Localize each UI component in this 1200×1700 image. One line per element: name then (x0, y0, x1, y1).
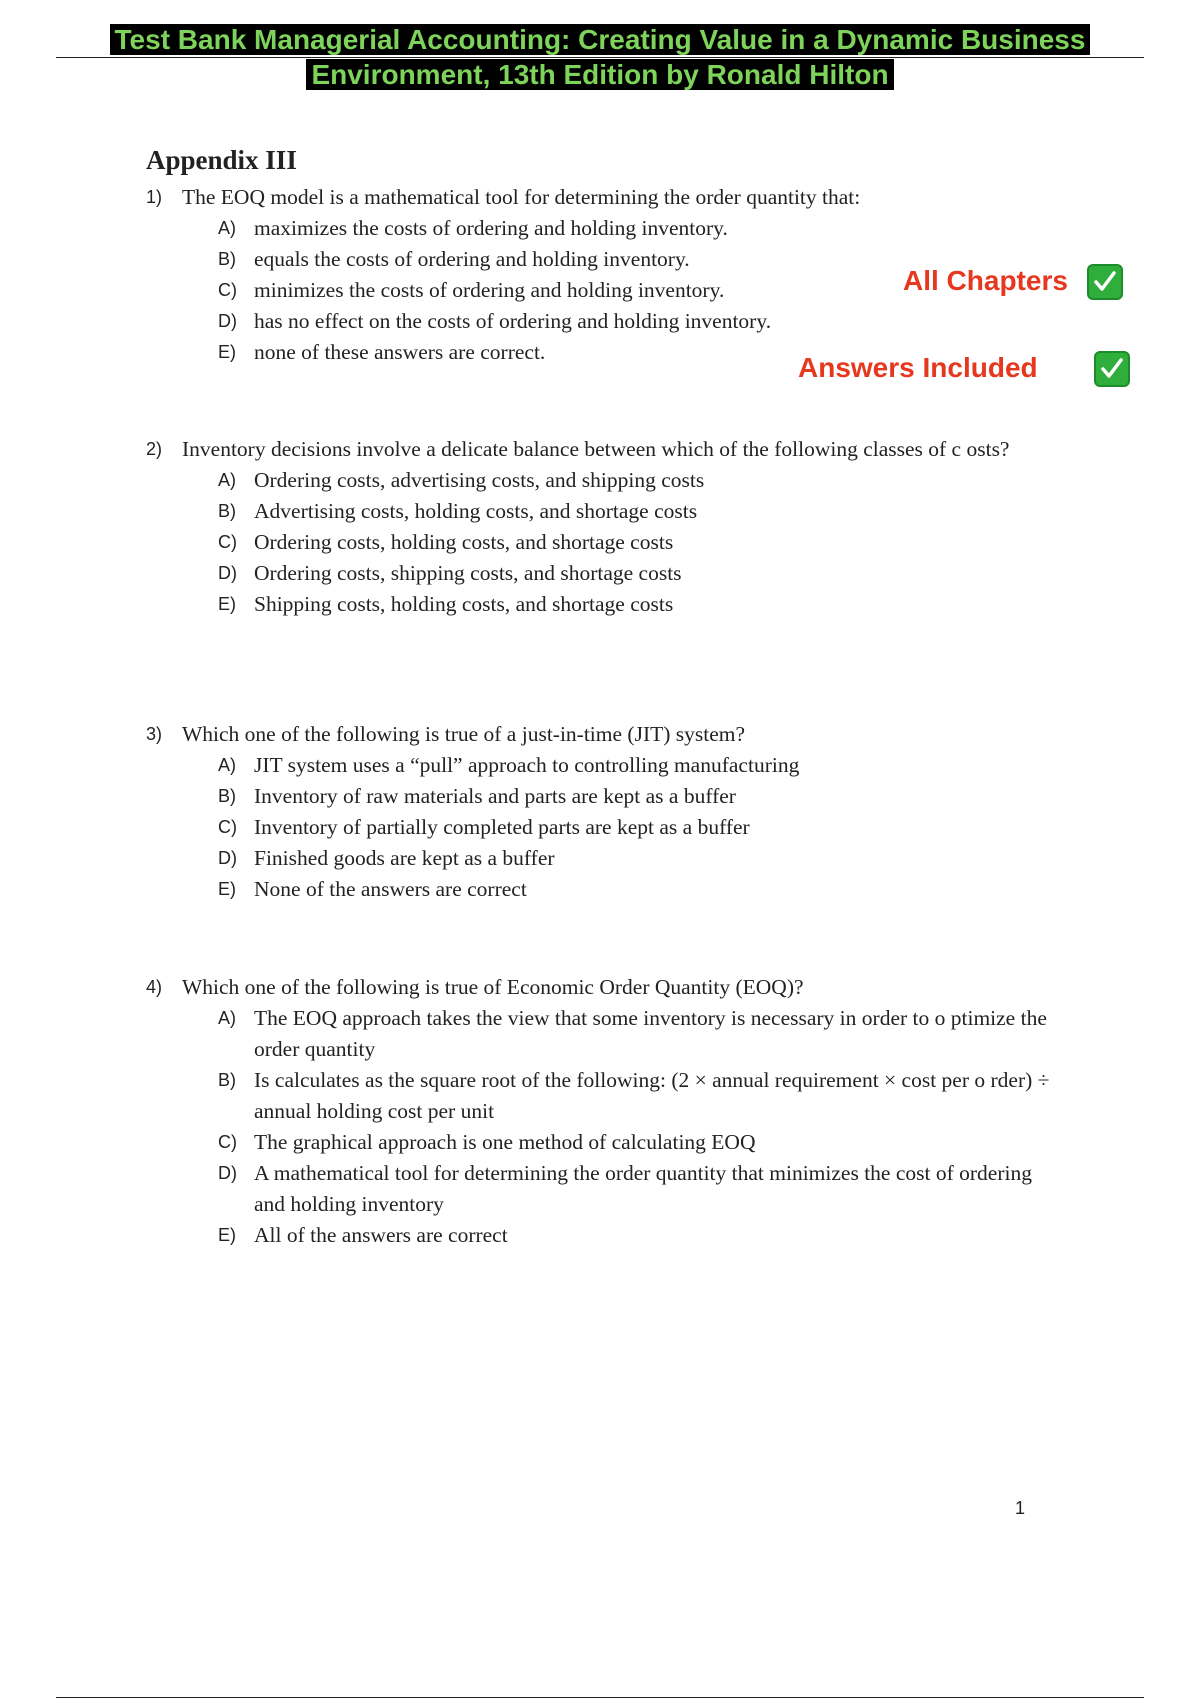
question-3 (146, 718, 1056, 905)
choice-text: Finished goods are kept as a buffer (254, 846, 555, 870)
choice-b (146, 1065, 1064, 1127)
section-heading: Appendix III (146, 145, 297, 175)
choice-e (146, 1220, 1064, 1251)
choice-text: Ordering costs, holding costs, and shortage costs (254, 530, 674, 554)
question-number: 1) (146, 187, 163, 207)
choice-a (146, 750, 1056, 781)
document-title (0, 22, 1200, 92)
choice-e (146, 874, 1056, 905)
question-number: 2) (146, 439, 163, 459)
all-chapters-label: All Chapters (903, 265, 1068, 296)
choice-letter: E) (218, 879, 236, 899)
choice-text: maximizes the costs of ordering and holding inventory. (254, 216, 728, 240)
choice-d (146, 306, 1056, 337)
choice-letter: D) (218, 563, 237, 583)
choice-a (146, 465, 1056, 496)
choice-b (146, 244, 1056, 275)
choice-text: JIT system uses a “pull” approach to controlling manufacturing (254, 753, 800, 777)
choice-letter: B) (218, 249, 236, 269)
page-number: 1 (1015, 1498, 1026, 1518)
choice-letter: D) (218, 1163, 237, 1183)
choice-text: The graphical approach is one method of calculating EOQ (254, 1130, 756, 1154)
choice-d (146, 843, 1056, 874)
choice-text: Ordering costs, shipping costs, and shortage costs (254, 561, 682, 585)
choice-text: none of these answers are correct. (254, 340, 546, 364)
title-line-2: Environment, 13th Edition by Ronald Hilton (306, 59, 893, 90)
choice-b (146, 781, 1056, 812)
choice-text: Advertising costs, holding costs, and shortage costs (254, 499, 698, 523)
choice-text: Inventory of raw materials and parts are kept as a buffer (254, 784, 736, 808)
choice-letter: C) (218, 1132, 237, 1152)
choice-letter: A) (218, 755, 236, 775)
choice-letter: C) (218, 817, 237, 837)
choice-b (146, 496, 1056, 527)
choice-text: equals the costs of ordering and holding inventory. (254, 247, 690, 271)
question-number: 3) (146, 724, 163, 744)
choice-letter: D) (218, 848, 237, 868)
choice-letter: E) (218, 342, 236, 362)
choice-letter: B) (218, 501, 236, 521)
footer-rule (56, 1697, 1144, 1698)
choice-letter: E) (218, 594, 236, 614)
choice-a (146, 1003, 1064, 1065)
choice-letter: B) (218, 786, 236, 806)
choice-a (146, 213, 1056, 244)
title-line-1: Test Bank Managerial Accounting: Creating Value in a Dynamic Business (110, 24, 1091, 55)
choice-text: Is calculates as the square root of the following: (2 × annual requirement × cost per o rder) ÷ annual holding cost per unit (254, 1068, 1050, 1123)
choice-text: None of the answers are correct (254, 877, 527, 901)
question-text: Inventory decisions involve a delicate balance between which of the following classes of c osts? (182, 437, 1010, 461)
choice-c (146, 1127, 1064, 1158)
choice-c (146, 275, 1056, 306)
answers-included-label: Answers Included (798, 352, 1038, 383)
choice-letter: A) (218, 1008, 236, 1028)
choice-e (146, 337, 1056, 368)
question-text: The EOQ model is a mathematical tool for determining the order quantity that: (182, 185, 861, 209)
choice-letter: A) (218, 218, 236, 238)
choice-letter: B) (218, 1070, 236, 1090)
choice-letter: C) (218, 280, 237, 300)
choice-d (146, 1158, 1064, 1220)
choice-c (146, 812, 1056, 843)
check-box-icon (1087, 264, 1123, 300)
choice-text: minimizes the costs of ordering and holding inventory. (254, 278, 725, 302)
choice-text: has no effect on the costs of ordering and holding inventory. (254, 309, 772, 333)
choice-text: Ordering costs, advertising costs, and shipping costs (254, 468, 705, 492)
choice-text: The EOQ approach takes the view that some inventory is necessary in order to o ptimize the order quantity (254, 1006, 1047, 1061)
question-text: Which one of the following is true of Economic Order Quantity (EOQ)? (182, 975, 804, 999)
question-1 (146, 181, 1056, 368)
question-text: Which one of the following is true of a just-in-time (JIT) system? (182, 722, 746, 746)
choice-text: All of the answers are correct (254, 1223, 508, 1247)
question-number: 4) (146, 977, 163, 997)
choice-letter: A) (218, 470, 236, 490)
choice-letter: E) (218, 1225, 236, 1245)
choice-letter: C) (218, 532, 237, 552)
choice-d (146, 558, 1056, 589)
choice-letter: D) (218, 311, 237, 331)
choice-c (146, 527, 1056, 558)
choice-text: A mathematical tool for determining the order quantity that minimizes the cost of ordering and holding inventory (254, 1161, 1032, 1216)
question-4 (146, 971, 1050, 1251)
choice-text: Inventory of partially completed parts are kept as a buffer (254, 815, 750, 839)
question-2 (146, 433, 1056, 620)
choice-e (146, 589, 1056, 620)
choice-text: Shipping costs, holding costs, and shortage costs (254, 592, 674, 616)
check-box-icon (1094, 351, 1130, 387)
